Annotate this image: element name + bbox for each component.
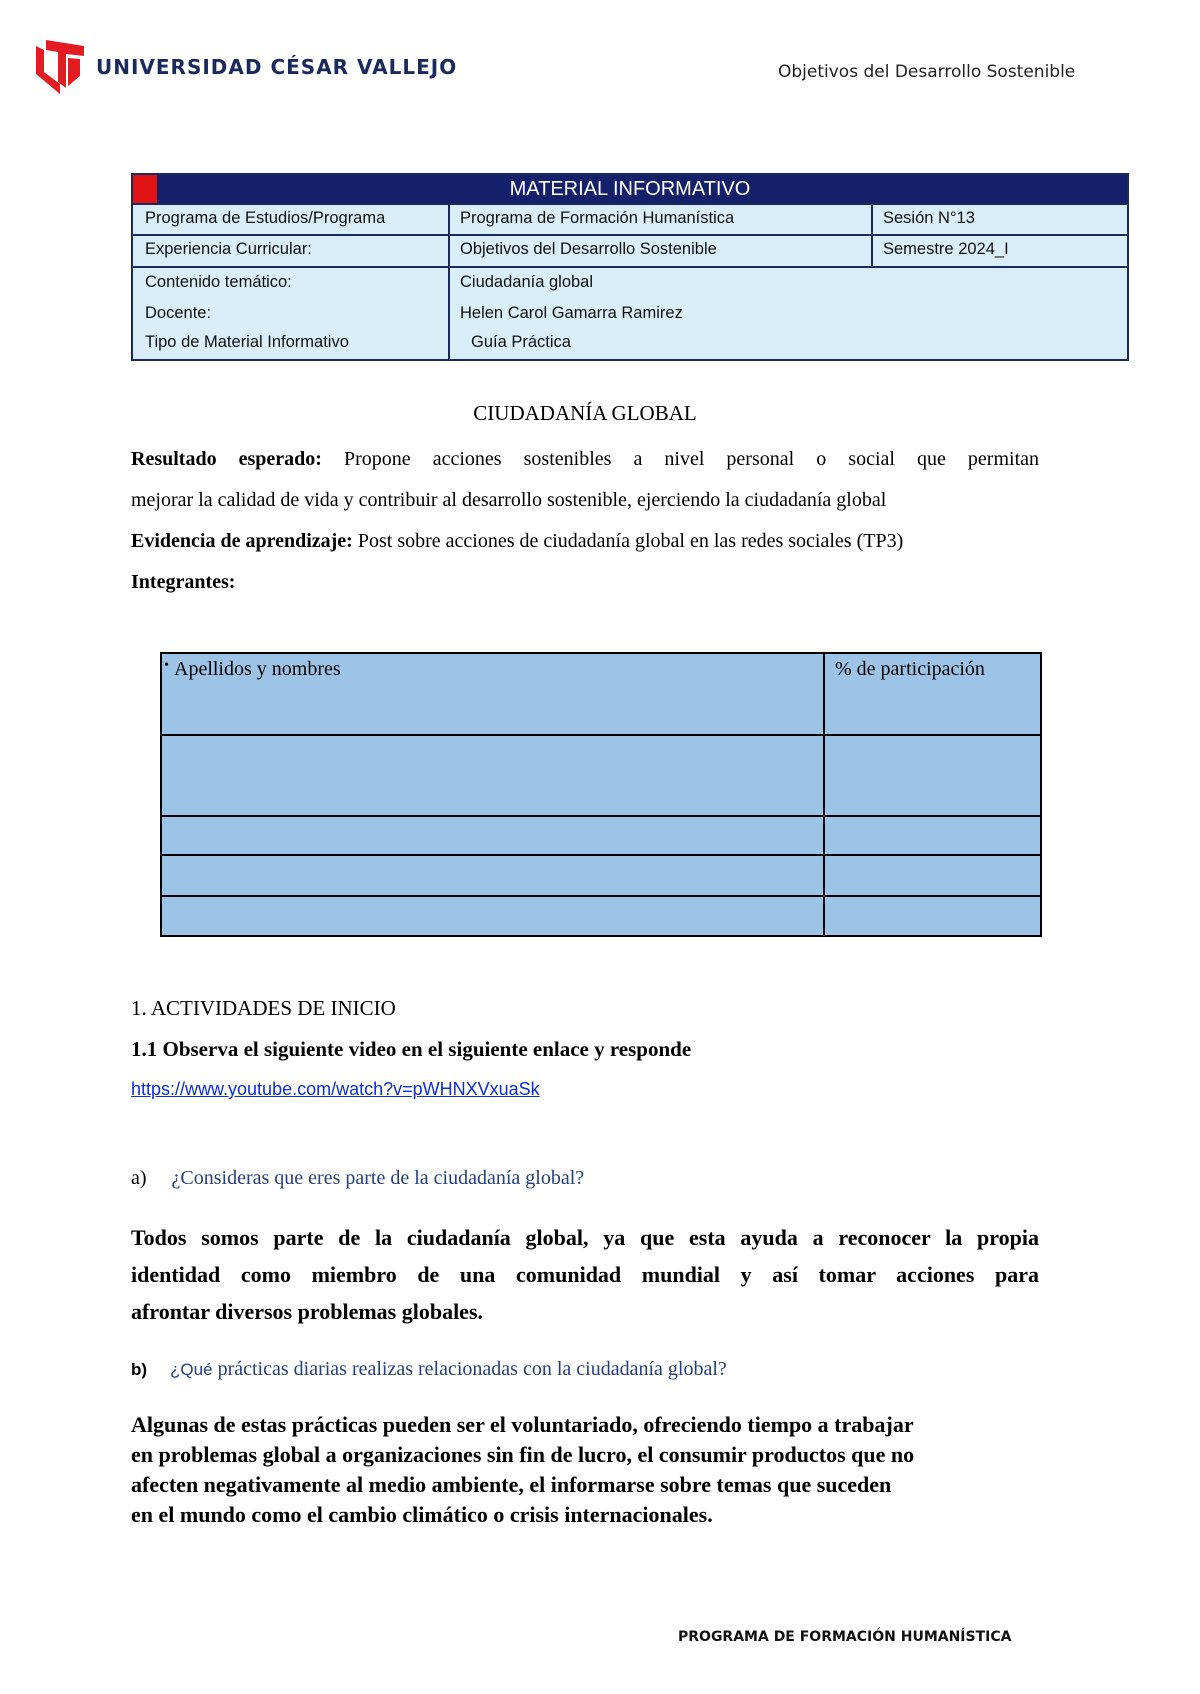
info-value-programa: Programa de Formación Humanística bbox=[460, 209, 735, 227]
member-participation-cell[interactable] bbox=[825, 897, 1040, 935]
member-participation-cell[interactable] bbox=[825, 856, 1040, 895]
info-label-tipo: Tipo de Material Informativo bbox=[145, 333, 349, 351]
question-b-marker: b) bbox=[131, 1360, 148, 1379]
answer-a-line-3: afrontar diversos problemas globales. bbox=[131, 1299, 484, 1324]
info-value-tipo: Guía Práctica bbox=[471, 333, 571, 351]
info-value-docente: Helen Carol Gamarra Ramirez bbox=[460, 304, 683, 322]
resultado-line-1 bbox=[131, 448, 1039, 471]
info-table-title: MATERIAL INFORMATIVO bbox=[133, 175, 1127, 203]
info-label-docente: Docente: bbox=[145, 304, 212, 322]
answer-b-line-3: afecten negativamente al medio ambiente, el informarse sobre temas que suceden bbox=[131, 1472, 892, 1497]
member-name-cell[interactable] bbox=[162, 736, 823, 815]
question-b-text: prácticas diarias realizas relacionadas con la ciudadanía global? bbox=[217, 1358, 727, 1380]
answer-b-line-1: Algunas de estas prácticas pueden ser el voluntariado, ofreciendo tiempo a trabajar bbox=[131, 1412, 914, 1437]
resultado-text-1: Propone acciones sostenibles a nivel personal o social que permitan bbox=[344, 448, 1040, 470]
member-participation-cell[interactable] bbox=[825, 736, 1040, 815]
youtube-link[interactable] bbox=[131, 1079, 540, 1100]
member-name-cell[interactable] bbox=[162, 817, 823, 854]
info-table-red-marker bbox=[133, 175, 157, 203]
evidencia-label: Evidencia de aprendizaje: bbox=[131, 530, 353, 552]
integrantes-label: Integrantes: bbox=[131, 571, 236, 593]
info-value-experiencia: Objetivos del Desarrollo Sostenible bbox=[460, 240, 717, 258]
member-name-cell[interactable] bbox=[162, 897, 823, 935]
info-label-contenido: Contenido temático: bbox=[145, 273, 292, 291]
answer-a-line-2: identidad como miembro de una comunidad mundial y así tomar acciones para bbox=[131, 1262, 1039, 1287]
university-logo-icon bbox=[36, 40, 84, 94]
info-label-programa: Programa de Estudios/Programa bbox=[145, 209, 386, 227]
info-value-semestre: Semestre 2024_I bbox=[883, 240, 1009, 258]
resultado-label: Resultado esperado: bbox=[131, 448, 322, 470]
info-value-sesion: Sesión N°13 bbox=[883, 209, 975, 227]
answer-a-line-1: Todos somos parte de la ciudadanía global, ya que esta ayuda a reconocer la propia bbox=[131, 1225, 1039, 1250]
page-footer: PROGRAMA DE FORMACIÓN HUMANÍSTICA bbox=[678, 1629, 1012, 1645]
section-heading: 1. ACTIVIDADES DE INICIO bbox=[131, 996, 396, 1020]
resultado-text-2: mejorar la calidad de vida y contribuir al desarrollo sostenible, ejerciendo la ciudadanía global bbox=[131, 489, 887, 511]
evidencia-line bbox=[131, 530, 903, 553]
members-table bbox=[160, 652, 1042, 937]
members-col-participation: % de participación bbox=[835, 658, 985, 680]
header-course-title: Objetivos del Desarrollo Sostenible bbox=[778, 62, 1076, 82]
question-a-marker: a) bbox=[131, 1167, 147, 1189]
question-a-text: ¿Consideras que eres parte de la ciudadanía global? bbox=[171, 1167, 585, 1189]
question-b bbox=[131, 1358, 727, 1381]
member-name-cell[interactable] bbox=[162, 856, 823, 895]
question-b-prefix: ¿Qué bbox=[170, 1360, 213, 1379]
material-info-table bbox=[131, 173, 1129, 361]
youtube-link-text[interactable]: https://www.youtube.com/watch?v=pWHNXVxuaSk bbox=[131, 1079, 540, 1099]
members-bullet: • bbox=[164, 658, 169, 673]
university-name: UNIVERSIDAD CÉSAR VALLEJO bbox=[96, 55, 458, 79]
members-col-names: Apellidos y nombres bbox=[174, 658, 341, 680]
evidencia-text: Post sobre acciones de ciudadanía global en las redes sociales (TP3) bbox=[357, 530, 904, 552]
info-label-experiencia: Experiencia Curricular: bbox=[145, 240, 312, 258]
section-subheading: 1.1 Observa el siguiente video en el siguiente enlace y responde bbox=[131, 1037, 692, 1061]
question-a bbox=[131, 1167, 584, 1190]
document-title: CIUDADANÍA GLOBAL bbox=[473, 401, 697, 425]
member-participation-cell[interactable] bbox=[825, 817, 1040, 854]
answer-b-line-2: en problemas global a organizaciones sin fin de lucro, el consumir productos que no bbox=[131, 1442, 915, 1467]
info-value-contenido: Ciudadanía global bbox=[460, 273, 594, 291]
answer-b-line-4: en el mundo como el cambio climático o crisis internacionales. bbox=[131, 1502, 713, 1527]
